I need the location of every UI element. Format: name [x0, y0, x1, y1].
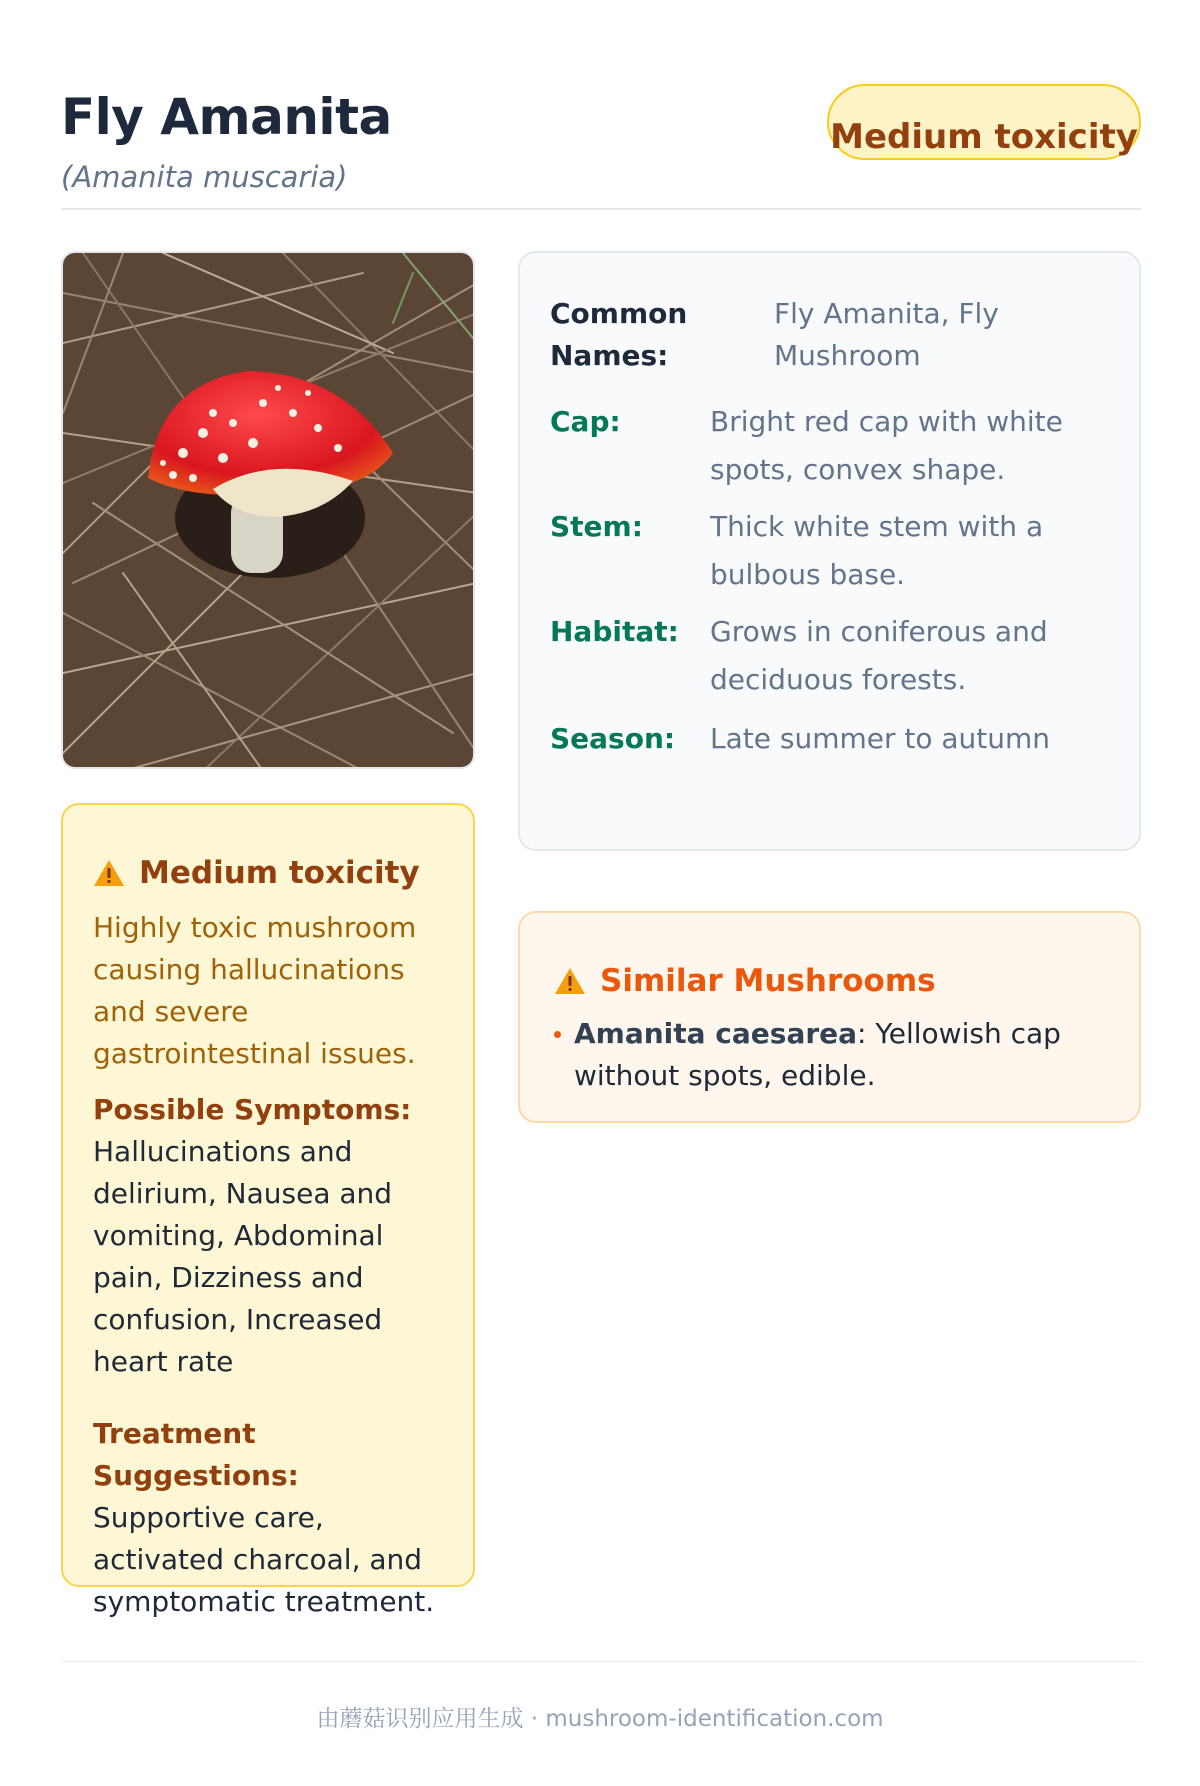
toxicity-heading-text: Medium toxicity — [139, 855, 420, 891]
toxicity-panel — [61, 803, 475, 1618]
similar-heading-text: Similar Mushrooms — [600, 963, 936, 999]
treatment-text: Supportive care, activated charcoal, and symptomatic treatment. — [93, 1501, 435, 1618]
cap-label: Cap: — [550, 405, 621, 438]
info-row-cap — [550, 398, 1109, 494]
toxicity-badge: Medium toxicity — [827, 84, 1141, 160]
mushroom-photo — [61, 251, 475, 769]
symptoms-text: Hallucinations and delirium, Nausea and vomiting, Abdominal pain, Dizziness and confusion, Increased heart rate — [93, 1135, 393, 1378]
stem-value: Thick white stem with a bulbous base. — [710, 510, 1044, 591]
info-card — [518, 251, 1141, 851]
footer-text: 由蘑菇识别应用生成 · mushroom-identification.com — [316, 1706, 884, 1732]
habitat-value: Grows in coniferous and deciduous forests. — [710, 615, 1048, 696]
toxicity-description: Highly toxic mushroom causing hallucinations and severe gastrointestinal issues. — [93, 911, 417, 1070]
similar-description: : Yellowish cap without spots, edible. — [574, 1017, 1061, 1092]
similar-heading — [554, 963, 1105, 999]
similar-mushrooms-panel — [518, 911, 1141, 1123]
season-label: Season: — [550, 722, 676, 755]
warning-icon — [93, 859, 125, 887]
cap-value: Bright red cap with white spots, convex shape. — [710, 405, 1063, 486]
treatment-heading: Treatment Suggestions: — [93, 1417, 299, 1492]
list-item — [554, 1013, 1105, 1097]
season-value: Late summer to autumn — [710, 722, 1051, 755]
page-title: Fly Amanita — [61, 88, 392, 146]
info-row-habitat — [550, 608, 1109, 704]
symptoms-heading: Possible Symptoms: — [93, 1093, 412, 1126]
habitat-label: Habitat: — [550, 615, 679, 648]
warning-icon — [554, 967, 586, 995]
info-row-season — [550, 715, 1109, 763]
page-header — [61, 84, 1141, 210]
common-names-label: Common Names: — [550, 297, 688, 372]
similar-name: Amanita caesarea — [574, 1017, 858, 1050]
common-names-value: Fly Amanita, Fly Mushroom — [774, 297, 999, 372]
scientific-name: (Amanita muscaria) — [61, 160, 348, 194]
info-row-stem — [550, 503, 1109, 599]
bullet-icon — [554, 1031, 561, 1038]
stem-label: Stem: — [550, 510, 643, 543]
toxicity-heading — [93, 855, 443, 891]
info-row-common-names — [550, 293, 1109, 383]
footer-divider — [61, 1661, 1141, 1662]
